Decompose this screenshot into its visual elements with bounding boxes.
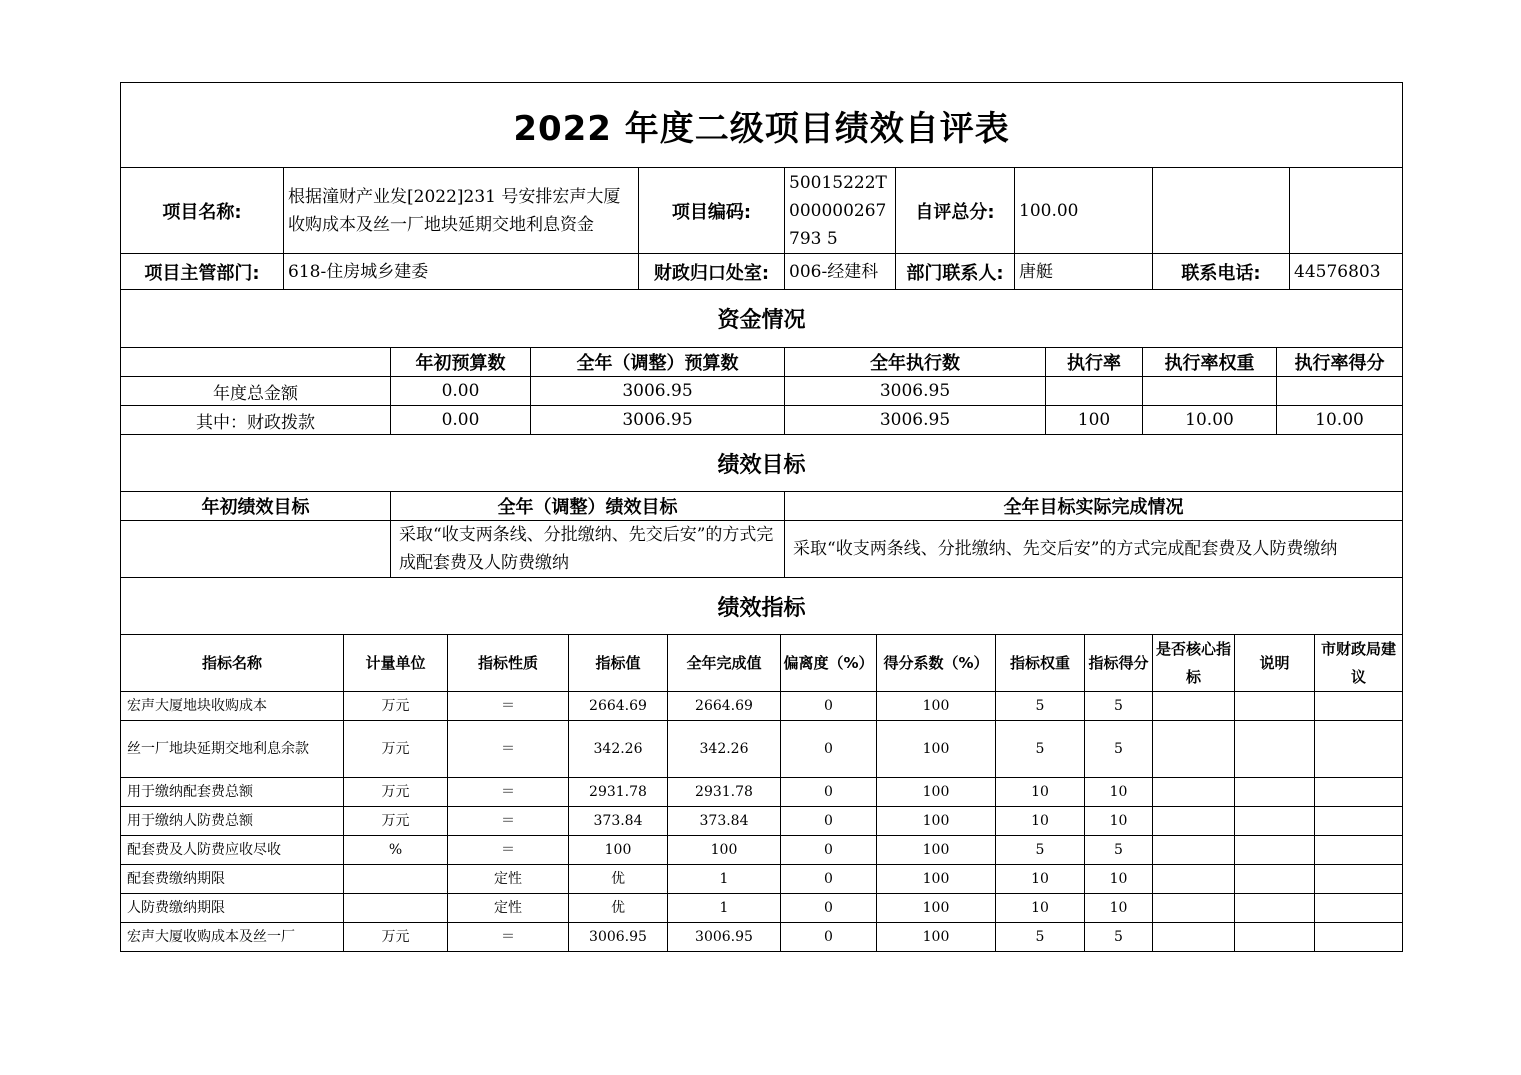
funds-cell: 3006.95 xyxy=(531,377,785,406)
indicator-cell xyxy=(1235,865,1315,894)
funds-header: 全年执行数 xyxy=(785,348,1046,377)
indicator-cell xyxy=(344,865,448,894)
goal-adjusted: 采取“收支两条线、分批缴纳、先交后安”的方式完成配套费及人防费缴纳 xyxy=(391,521,785,578)
indicator-cell: 100 xyxy=(877,836,996,865)
indicator-cell: 万元 xyxy=(344,923,448,952)
indicator-header: 指标名称 xyxy=(121,635,344,692)
indicator-cell: 0 xyxy=(781,865,877,894)
indicator-cell xyxy=(1153,778,1235,807)
empty-cell xyxy=(1153,168,1290,254)
indicator-cell: 2931.78 xyxy=(569,778,668,807)
indicator-cell: 100 xyxy=(877,865,996,894)
indicator-cell: 100 xyxy=(877,807,996,836)
dept-label: 项目主管部门: xyxy=(121,254,284,290)
indicator-cell: 342.26 xyxy=(569,721,668,778)
indicator-cell xyxy=(1315,778,1403,807)
indicator-cell: 10 xyxy=(996,778,1085,807)
indicator-header: 计量单位 xyxy=(344,635,448,692)
indicator-cell: 万元 xyxy=(344,807,448,836)
indicator-cell xyxy=(1235,836,1315,865)
project-code-value: 50015222T000000267793 5 xyxy=(785,168,896,254)
indicator-cell xyxy=(1235,692,1315,721)
goal-initial xyxy=(121,521,391,578)
goals-section-title: 绩效目标 xyxy=(121,435,1403,492)
indicator-cell xyxy=(1235,923,1315,952)
indicator-header: 得分系数（%） xyxy=(877,635,996,692)
goals-header: 全年目标实际完成情况 xyxy=(785,492,1403,521)
indicator-cell: 定性 xyxy=(448,865,569,894)
indicator-cell: 373.84 xyxy=(668,807,781,836)
indicator-cell: 万元 xyxy=(344,778,448,807)
indicator-cell: ＝ xyxy=(448,836,569,865)
indicator-cell xyxy=(1315,836,1403,865)
indicator-header: 指标性质 xyxy=(448,635,569,692)
funds-cell xyxy=(1143,377,1277,406)
funds-cell: 0.00 xyxy=(391,377,531,406)
indicator-cell: 100 xyxy=(877,894,996,923)
indicator-cell: 10 xyxy=(1085,865,1153,894)
indicator-cell xyxy=(1153,865,1235,894)
indicator-cell xyxy=(1315,721,1403,778)
funds-cell: 3006.95 xyxy=(531,406,785,435)
indicator-name: 宏声大厦收购成本及丝一厂 xyxy=(121,923,344,952)
indicator-cell: 373.84 xyxy=(569,807,668,836)
indicator-cell: 0 xyxy=(781,692,877,721)
indicator-name: 人防费缴纳期限 xyxy=(121,894,344,923)
funds-cell xyxy=(1046,377,1143,406)
indicator-header: 全年完成值 xyxy=(668,635,781,692)
indicator-cell: 5 xyxy=(996,721,1085,778)
indicator-name: 用于缴纳人防费总额 xyxy=(121,807,344,836)
indicator-cell: 0 xyxy=(781,778,877,807)
indicator-cell: ＝ xyxy=(448,721,569,778)
indicator-row xyxy=(121,721,1403,778)
indicator-cell: 1 xyxy=(668,865,781,894)
project-info-table xyxy=(120,82,1403,290)
indicator-row xyxy=(121,865,1403,894)
funds-row-label: 其中：财政拨款 xyxy=(121,406,391,435)
funds-cell: 3006.95 xyxy=(785,377,1046,406)
indicator-cell: 0 xyxy=(781,807,877,836)
indicator-row xyxy=(121,923,1403,952)
indicator-header: 指标值 xyxy=(569,635,668,692)
indicator-cell xyxy=(1153,721,1235,778)
indicator-cell: 10 xyxy=(1085,894,1153,923)
funds-header: 执行率得分 xyxy=(1277,348,1403,377)
indicator-cell: 10 xyxy=(1085,778,1153,807)
indicator-cell: 优 xyxy=(569,865,668,894)
goals-header: 全年（调整）绩效目标 xyxy=(391,492,785,521)
funds-header: 全年（调整）预算数 xyxy=(531,348,785,377)
phone-label: 联系电话: xyxy=(1153,254,1290,290)
indicator-cell: 5 xyxy=(996,692,1085,721)
contact-label: 部门联系人: xyxy=(896,254,1015,290)
indicator-cell: 0 xyxy=(781,923,877,952)
indicator-cell: 2931.78 xyxy=(668,778,781,807)
funds-cell: 100 xyxy=(1046,406,1143,435)
funds-header: 执行率 xyxy=(1046,348,1143,377)
funds-header: 年初预算数 xyxy=(391,348,531,377)
funds-cell: 10.00 xyxy=(1143,406,1277,435)
indicator-cell: 100 xyxy=(877,692,996,721)
finance-office-value: 006-经建科 xyxy=(785,254,896,290)
indicator-cell: ＝ xyxy=(448,692,569,721)
indicator-rows xyxy=(121,692,1403,952)
indicator-name: 丝一厂地块延期交地利息余款 xyxy=(121,721,344,778)
indicator-cell: 1 xyxy=(668,894,781,923)
goal-actual: 采取“收支两条线、分批缴纳、先交后安”的方式完成配套费及人防费缴纳 xyxy=(785,521,1403,578)
indicator-cell: 5 xyxy=(996,836,1085,865)
indicator-cell xyxy=(1315,865,1403,894)
indicator-cell: ＝ xyxy=(448,807,569,836)
indicator-name: 配套费及人防费应收尽收 xyxy=(121,836,344,865)
phone-value: 44576803 xyxy=(1290,254,1403,290)
indicator-cell: 3006.95 xyxy=(569,923,668,952)
funds-cell xyxy=(1277,377,1403,406)
indicator-cell: 100 xyxy=(569,836,668,865)
indicator-cell xyxy=(1153,692,1235,721)
funds-cell: 0.00 xyxy=(391,406,531,435)
indicator-cell: ＝ xyxy=(448,778,569,807)
indicator-header: 偏离度（%） xyxy=(781,635,877,692)
indicator-name: 用于缴纳配套费总额 xyxy=(121,778,344,807)
dept-value: 618-住房城乡建委 xyxy=(284,254,639,290)
indicator-cell: 10 xyxy=(996,807,1085,836)
indicator-header: 指标得分 xyxy=(1085,635,1153,692)
indicator-name: 宏声大厦地块收购成本 xyxy=(121,692,344,721)
funds-row xyxy=(121,377,1403,406)
indicator-cell: % xyxy=(344,836,448,865)
indicator-cell: 优 xyxy=(569,894,668,923)
funds-row xyxy=(121,406,1403,435)
indicator-cell: 定性 xyxy=(448,894,569,923)
indicator-cell: 2664.69 xyxy=(569,692,668,721)
indicator-row xyxy=(121,894,1403,923)
page-title: 2022 年度二级项目绩效自评表 xyxy=(121,83,1403,168)
indicator-cell: 0 xyxy=(781,894,877,923)
indicator-cell: ＝ xyxy=(448,923,569,952)
funds-cell: 10.00 xyxy=(1277,406,1403,435)
indicator-cell xyxy=(1153,807,1235,836)
indicator-cell: 3006.95 xyxy=(668,923,781,952)
indicator-cell: 5 xyxy=(1085,721,1153,778)
indicator-cell xyxy=(1153,894,1235,923)
indicator-cell: 5 xyxy=(1085,692,1153,721)
finance-office-label: 财政归口处室: xyxy=(639,254,785,290)
indicator-cell: 342.26 xyxy=(668,721,781,778)
indicator-cell: 100 xyxy=(877,721,996,778)
indicator-cell: 5 xyxy=(1085,836,1153,865)
indicator-row xyxy=(121,692,1403,721)
project-name-value: 根据潼财产业发[2022]231 号安排宏声大厦收购成本及丝一厂地块延期交地利息资金 xyxy=(284,168,639,254)
indicator-cell xyxy=(1235,778,1315,807)
funds-header: 执行率权重 xyxy=(1143,348,1277,377)
indicator-cell xyxy=(1153,923,1235,952)
indicator-cell: 100 xyxy=(877,778,996,807)
indicator-name: 配套费缴纳期限 xyxy=(121,865,344,894)
indicator-cell xyxy=(344,894,448,923)
evaluation-sheet xyxy=(120,82,1402,952)
indicator-cell: 100 xyxy=(877,923,996,952)
indicator-header: 指标权重 xyxy=(996,635,1085,692)
indicator-cell: 0 xyxy=(781,836,877,865)
funds-cell: 3006.95 xyxy=(785,406,1046,435)
indicator-header: 说明 xyxy=(1235,635,1315,692)
indicators-section-title: 绩效指标 xyxy=(121,578,1403,635)
indicator-cell: 10 xyxy=(1085,807,1153,836)
indicator-cell: 10 xyxy=(996,894,1085,923)
empty-cell xyxy=(1290,168,1403,254)
funds-goals-table xyxy=(120,289,1403,578)
indicator-row xyxy=(121,836,1403,865)
empty-cell xyxy=(121,348,391,377)
indicator-row xyxy=(121,778,1403,807)
indicator-cell xyxy=(1315,923,1403,952)
indicators-table xyxy=(120,577,1403,952)
contact-value: 唐艇 xyxy=(1015,254,1153,290)
indicator-cell xyxy=(1235,894,1315,923)
indicator-cell: 5 xyxy=(1085,923,1153,952)
funds-row-label: 年度总金额 xyxy=(121,377,391,406)
indicator-cell xyxy=(1235,721,1315,778)
indicator-cell xyxy=(1235,807,1315,836)
indicator-cell: 5 xyxy=(996,923,1085,952)
indicator-cell xyxy=(1153,836,1235,865)
indicator-cell: 2664.69 xyxy=(668,692,781,721)
indicator-cell: 0 xyxy=(781,721,877,778)
indicator-row xyxy=(121,807,1403,836)
indicator-cell xyxy=(1315,894,1403,923)
indicator-cell: 100 xyxy=(668,836,781,865)
indicator-cell: 10 xyxy=(996,865,1085,894)
self-score-value: 100.00 xyxy=(1015,168,1153,254)
indicator-cell: 万元 xyxy=(344,692,448,721)
funds-section-title: 资金情况 xyxy=(121,290,1403,348)
indicator-cell xyxy=(1315,692,1403,721)
indicator-cell: 万元 xyxy=(344,721,448,778)
project-name-label: 项目名称: xyxy=(121,168,284,254)
indicator-cell xyxy=(1315,807,1403,836)
indicator-header: 是否核心指标 xyxy=(1153,635,1235,692)
goals-header: 年初绩效目标 xyxy=(121,492,391,521)
indicator-header: 市财政局建议 xyxy=(1315,635,1403,692)
self-score-label: 自评总分: xyxy=(896,168,1015,254)
project-code-label: 项目编码: xyxy=(639,168,785,254)
